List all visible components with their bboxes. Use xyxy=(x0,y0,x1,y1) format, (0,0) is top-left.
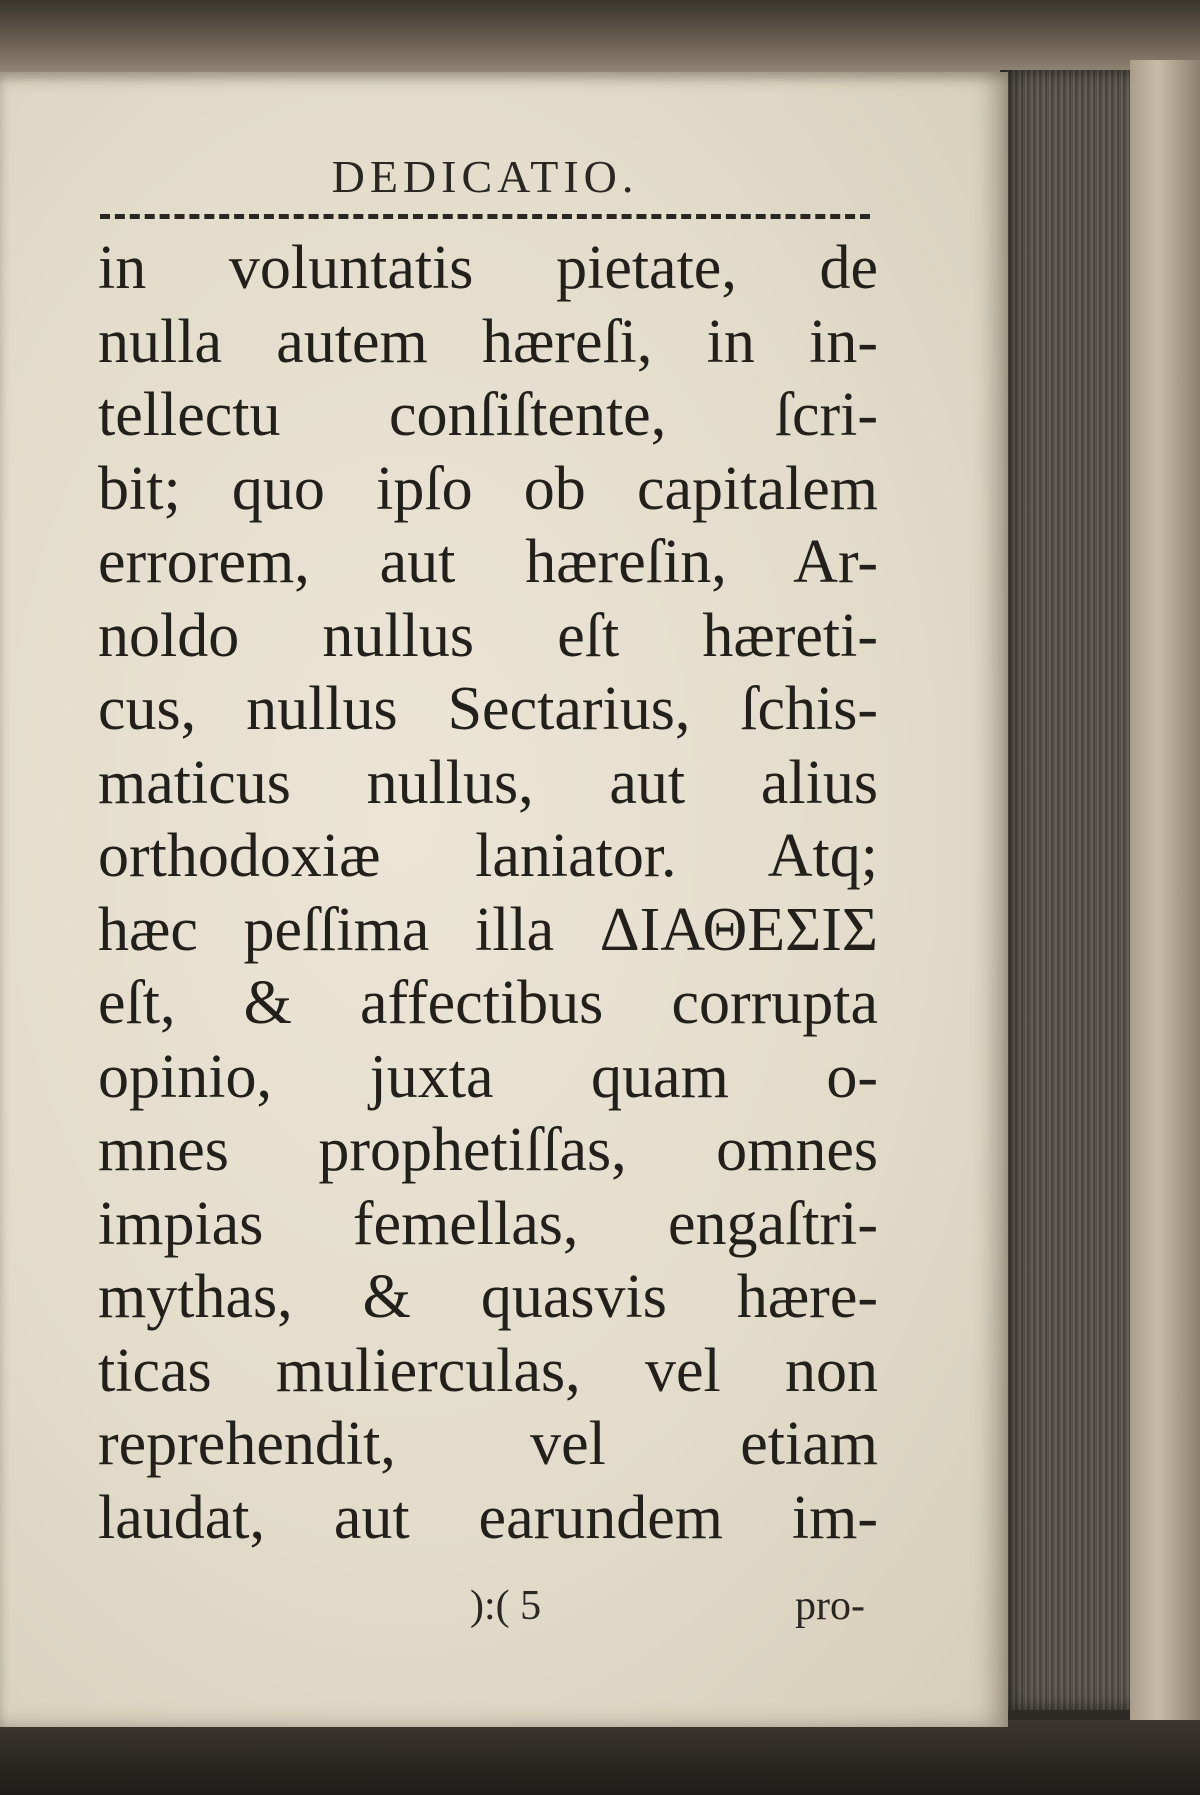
book-page xyxy=(0,72,1008,1727)
book-cover-right xyxy=(1130,60,1200,1760)
book-cover-top xyxy=(0,0,1200,80)
header-rule xyxy=(100,214,870,219)
catchword: pro- xyxy=(795,1583,865,1629)
book-bottom-shadow xyxy=(0,1720,1200,1795)
text-line-12: opinio, juxta quam o- xyxy=(98,1042,878,1111)
text-line-14: impias femellas, engaſtri- xyxy=(98,1189,878,1258)
text-line-3: tellectu conſiſtente, ſcri- xyxy=(98,381,878,449)
text-line-17: reprehendit, vel etiam xyxy=(98,1410,878,1478)
body-text xyxy=(98,232,878,1555)
text-line-7: cus, nullus Sectarius, ſchis- xyxy=(98,675,878,743)
text-line-4: bit; quo ipſo ob capitalem xyxy=(98,454,878,523)
text-line-1: in voluntatis pietate, de xyxy=(98,234,878,302)
running-head: DEDICATIO. xyxy=(331,151,639,202)
text-line-15: mythas, & quasvis hære- xyxy=(98,1263,878,1331)
text-line-8: maticus nullus, aut alius xyxy=(98,748,878,817)
text-line-5: errorem, aut hæreſin, Ar- xyxy=(98,528,878,596)
text-line-16: ticas mulierculas, vel non xyxy=(98,1336,878,1405)
text-line-6: noldo nullus eſt hæreti- xyxy=(98,601,878,670)
text-line-18: laudat, aut earundem im- xyxy=(98,1483,878,1552)
text-line-11: eſt, & affectibus corrupta xyxy=(98,969,878,1037)
signature-mark: ):( 5 xyxy=(470,1583,542,1629)
text-line-2: nulla autem hæreſi, in in- xyxy=(98,307,878,376)
page-edges xyxy=(1000,70,1150,1710)
text-line-13: mnes prophetiſſas, omnes xyxy=(98,1116,878,1184)
text-line-10: hæc peſſima illa ΔΙΑΘΕΣΙΣ xyxy=(98,895,878,964)
text-line-9: orthodoxiæ laniator. Atq; xyxy=(98,822,878,890)
